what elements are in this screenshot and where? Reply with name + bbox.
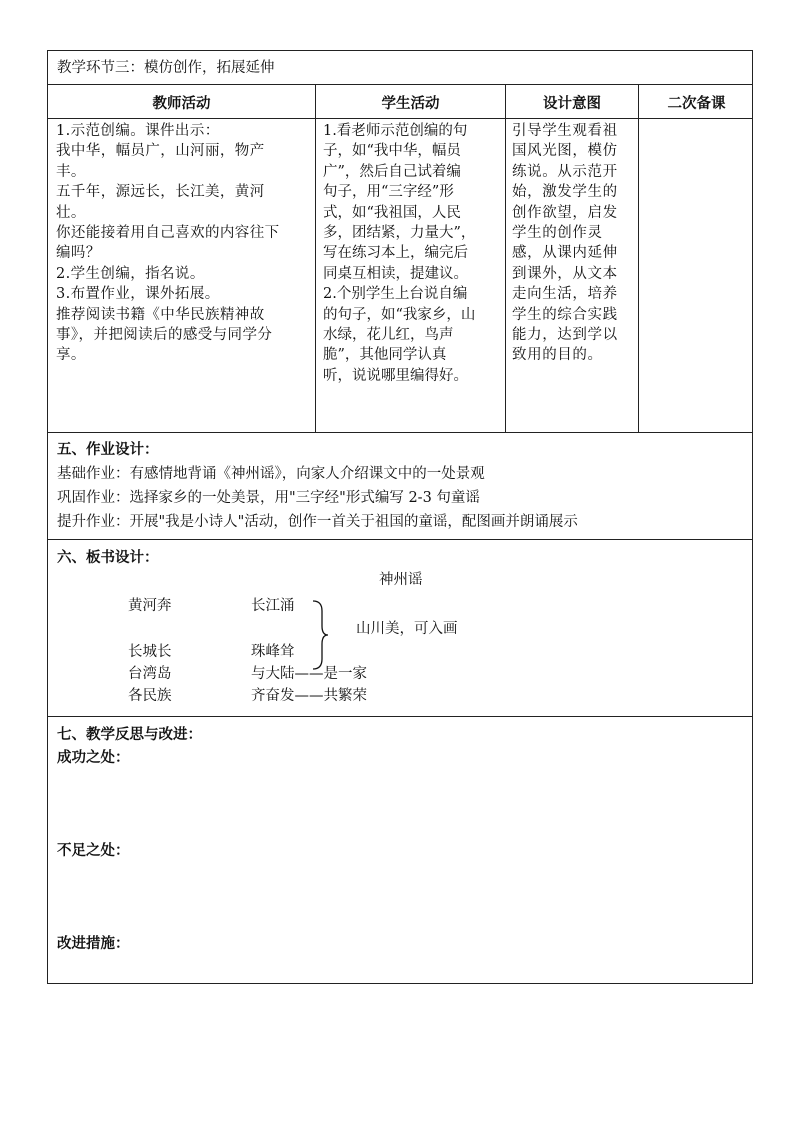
board-text: 长江涌 [251,598,295,614]
board-text: 各民族 [128,688,172,704]
text-line: 2.个别学生上台说自编 [323,286,468,303]
text-line: 编吗？ [56,245,101,262]
improvement-label: 改进措施： [57,936,130,952]
text-line: 水绿，花儿红，鸟声 [323,327,454,344]
row-divider [48,118,752,119]
board-text: 与大陆——是一家 [251,666,367,682]
text-line: 丰。 [56,163,86,180]
board-text: 山川美，可入画 [356,621,458,637]
row-divider [48,84,752,85]
text-line: 2.学生创编，指名说。 [56,265,205,282]
text-line: 脆”，其他同学认真 [323,347,447,364]
text-line: 练说。从示范开 [512,163,618,180]
homework-line: 基础作业：有感情地背诵《神州谣》，向家人介绍课文中的一处景观 [57,466,485,482]
row-divider [48,539,752,540]
text-line: 的句子，如“我家乡，山 [323,306,476,323]
column-divider [505,84,506,432]
text-line: 能力，达到学以 [512,327,618,344]
header-second-prep: 二次备课 [667,96,726,112]
text-line: 引导学生观看祖 [512,123,618,139]
homework-line: 提升作业：开展"我是小诗人"活动，创作一首关于祖国的童谣，配图画并朗诵展示 [57,514,578,530]
board-design-title: 六、板书设计： [57,550,159,566]
board-text: 黄河奔 [128,598,172,614]
text-line: 感，从课内延伸 [512,245,618,262]
board-text: 长城长 [128,644,172,660]
homework-line: 巩固作业：选择家乡的一处美景，用"三字经"形式编写 2-3 句童谣 [57,490,480,506]
text-line: 同桌互相读，提建议。 [323,265,468,282]
header-student-activity: 学生活动 [381,96,440,112]
text-line: 你还能接着用自己喜欢的内容往下 [56,225,280,242]
text-line: 五千年，源远长，长江美，黄河 [56,184,265,201]
section-title: 教学环节三：模仿创作，拓展延伸 [57,60,275,76]
header-teacher-activity: 教师活动 [152,96,211,112]
text-line: 3.布置作业，课外拓展。 [56,286,220,303]
text-line: 听，说说哪里编得好。 [323,367,468,384]
text-line: 写在练习本上，编完后 [323,245,468,262]
text-line: 式，如“我祖国，人民 [323,204,461,221]
text-line: 享。 [56,347,86,364]
success-label: 成功之处： [57,750,130,766]
text-line: 事》，并把阅读后的感受与同学分 [56,327,273,344]
curly-brace-icon [310,599,330,671]
text-line: 广”，然后自己试着编 [323,163,461,180]
row-divider [48,716,752,717]
homework-title: 五、作业设计： [57,442,159,458]
text-line: 我中华，幅员广，山河丽，物产 [56,143,265,160]
row-divider [48,432,752,433]
text-line: 学生的创作灵 [512,225,603,242]
text-line: 始，激发学生的 [512,184,618,201]
board-text: 齐奋发——共繁荣 [251,688,367,704]
text-line: 国风光图，模仿 [512,143,618,160]
reflection-title: 七、教学反思与改进： [57,727,202,743]
text-line: 走向生活，培养 [512,286,618,303]
text-line: 子，如“我中华，幅员 [323,143,461,160]
text-line: 句子，用“三字经”形 [323,184,454,201]
column-divider [638,84,639,432]
shortfall-label: 不足之处： [57,843,130,859]
text-line: 1.看老师示范创编的句 [323,123,468,139]
text-line: 到课外，从文本 [512,265,618,282]
design-intent-cell [512,121,634,366]
column-divider [315,84,316,432]
board-text: 台湾岛 [128,666,172,682]
teacher-activity-cell [56,121,310,366]
text-line: 学生的综合实践 [512,306,618,323]
board-text: 珠峰耸 [251,644,295,660]
text-line: 多，团结紧，力量大”， [323,225,476,242]
header-design-intent: 设计意图 [543,96,601,112]
board-heading: 神州谣 [379,572,423,588]
text-line: 推荐阅读书籍《中华民族精神故 [56,306,265,323]
text-line: 1.示范创编。课件出示： [56,123,220,139]
lesson-plan-table [47,50,753,984]
text-line: 致用的目的。 [512,347,603,364]
text-line: 壮。 [56,204,86,221]
text-line: 创作欲望，启发 [512,204,618,221]
student-activity-cell [323,121,501,386]
